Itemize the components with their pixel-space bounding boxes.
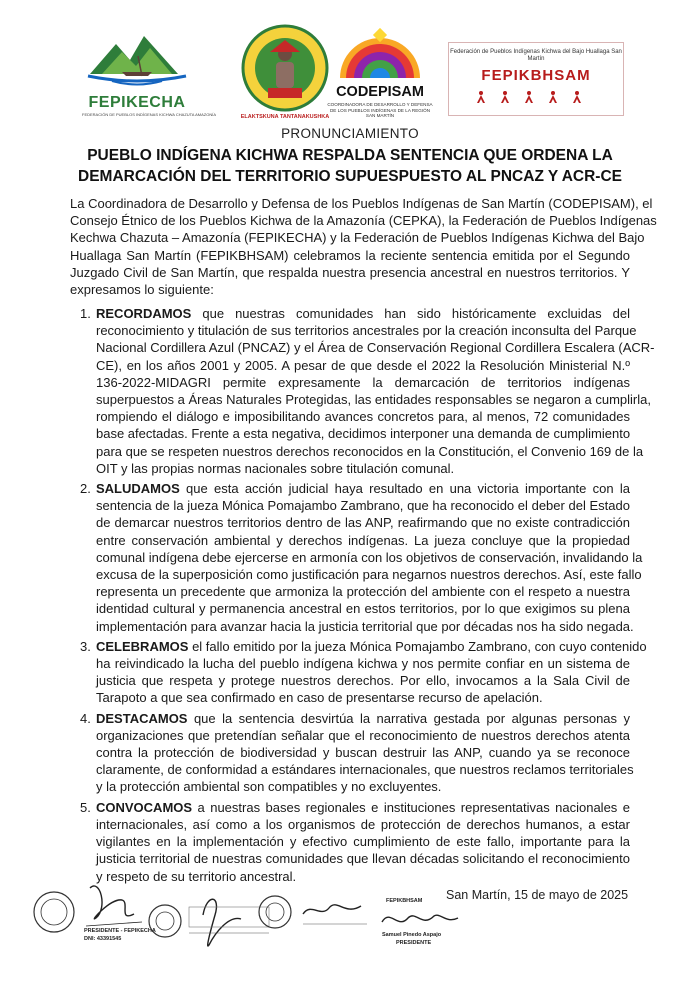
signature-codepisam [255,888,375,948]
item-line: que esta acción judicial haya resultado en una victoria importante con la [179,481,630,497]
item-line: vigilantes en la implementación y efectivo cumplimiento de este fallo, importante para la [96,834,630,850]
item-line: para que se respeten nuestros derechos reconocidos en la Constitución, el Convenio 169 de la [96,443,644,459]
item-line: base afectadas. Frente a esta negativa, decidimos interponer una demanda de cumplimiento [96,426,631,442]
item-line: identidad cultural y permanencia ancestral en estos territorios, por lo que exigimos su plena [96,601,630,617]
item-lead: CELEBRAMOS [96,638,189,654]
item-number: 4. [80,710,91,726]
signature-org: FEPIKBHSAM [386,898,423,904]
item-line: representa un precedente que armoniza la protección del ambiente con el respeto a nuestra [96,584,630,600]
list-item [70,480,643,635]
item-line: contra la protección de biodiversidad y buscan destruir las ANP, cuando ya se reconoce [96,745,630,761]
stamp-signature-icon [255,888,375,938]
signature-title: PRESIDENTE - FEPIKECHA [84,928,156,934]
signature-name: Samuel Pinedo Aspajo [382,932,442,938]
intro-line: expresamos lo siguiente: [70,282,214,298]
fepikecha-name: FEPIKECHA [88,94,186,111]
item-number: 5. [80,799,91,815]
item-number: 2. [80,481,91,497]
item-line: reconocimiento y titulación de sus territorios ancestrales por la creación inconsulta del Parque [96,323,637,339]
signature-icon [368,904,468,944]
item-line: internacionales, así como a los organismos de protección de derechos humanos, a estar [96,816,630,832]
item-line: justicia territorial de nuestras comunidades que llevan décadas solicitando el reconocimiento [96,851,630,867]
item-line: que nuestras comunidades han sido históricamente excluidas del [191,306,630,321]
fepikecha-logo [82,26,217,117]
intro-line: La Coordinadora de Desarrollo y Defensa de los Pueblos Indígenas de San Martín (CODEPISAM), el [70,196,653,211]
item-line: Nacional Cordillera Azul (PNCAZ) y el Área de Conservación Regional Cordillera Escalera (ACR- [96,340,655,356]
item-line: el fallo emitido por la jueza Mónica Pomajambo Zambrano, con cuyo contenido [188,638,647,654]
item-lead: RECORDAMOS [96,306,192,321]
intro-paragraph [70,195,657,298]
item-lead: DESTACAMOS [96,710,188,726]
title-line: PUEBLO INDÍGENA KICHWA RESPALDA SENTENCIA QUE ORDENA LA [87,147,613,164]
document-kicker: PRONUNCIAMIENTO [281,126,419,141]
item-line: OIT y las propias normas nacionales sobre titulación comunal. [96,460,455,476]
item-lead: CONVOCAMOS [96,799,193,815]
fepikbhsam-name: FEPIKBHSAM [481,67,591,84]
logo-row [70,22,630,122]
signature-id: DNI: 43391545 [84,936,122,942]
item-line: 136-2022-MIDAGRI permite expresamente la demarcación de territorios indígenas [96,374,630,390]
list-item [70,638,647,707]
item-number: 1. [80,306,91,321]
item-line: y respeto de su territorio ancestral. [96,868,297,884]
document-date: San Martín, 15 de mayo de 2025 [446,888,629,902]
cepka-logo [230,22,340,122]
item-line: organizaciones que pretendían señalar que el reconocimiento de nuestros derechos atenta [96,727,630,743]
fepikecha-subtitle: FEDERACIÓN DE PUEBLOS INDÍGENAS KICHWA CHAZUTA AMAZONÍA [82,112,217,117]
intro-line: Kechwa Chazuta – Amazonía (FEPIKECHA) y la Federación de Pueblos Indígenas Kichwa del Bajo [70,230,645,246]
item-line: comunal indígena debe ejercerse en armonía con los objetivos de conservación, invalidando la [96,549,643,565]
item-line: que la sentencia desvirtúa la narrativa gestada por algunas personas y [187,710,630,726]
cepka-seal-icon [230,22,340,114]
codepisam-name: CODEPISAM [336,84,424,100]
item-line: superpuestos a Áreas Naturales Protegidas, las entidades responsables se negaron a cumplirla, [96,392,651,408]
item-line: rompiendo el diálogo e imposibilitando avances concretos para, al menos, 72 comunidades [96,409,630,425]
list-item [70,305,655,477]
item-line: Tarapoto a que sea confirmado en caso de presentarse recurso de apelación. [96,690,543,706]
feather-crown-icon [325,26,435,84]
item-line: sentencia de la jueza Mónica Pomajambo Zambrano, que ha reconocido el deber del Estado [96,498,630,514]
list-item [70,799,630,885]
item-line: ha reivindicado la lucha del pueblo indígena kichwa y nos permite confiar en un sistema de [96,656,630,672]
item-line: y la protección ambiental son compatibles y no excluyentes. [96,779,442,795]
item-line: entre conservación ambiental y derechos indígenas. La jueza concluye que la propiedad [96,532,630,548]
intro-line: Huallaga San Martín (FEPIKBHSAM) celebramos la reciente sentencia emitida por el Segundo [70,247,630,263]
statement-list [70,305,655,888]
item-line: a nuestras bases regionales e instituciones representativas nacionales e [192,799,630,815]
signature-fepikbhsam [368,890,468,960]
mountain-canoe-icon [82,26,192,92]
item-line: de demarcar nuestros territorios dentro de las ANP, reafirmando que no existe contradicción [96,515,630,531]
codepisam-subtitle: COORDINADORA DE DESARROLLO Y DEFENSA DE LOS PUEBLOS INDÍGENAS DE LA REGIÓN SAN MARTÍN [327,102,433,118]
item-line: claramente, de conformidad a estándares internacionales, que nuestros reclamos territoriales [96,762,634,778]
signature-role: PRESIDENTE [396,940,432,946]
intro-line: Consejo Étnico de los Pueblos Kichwa de la Amazonía (CEPKA), la Federación de Pueblos Indígenas [70,213,657,229]
fepikbhsam-logo [448,42,624,116]
item-line: justicia que respeta y protege nuestros derechos. Por ello, invocamos a la Sala Civil de [96,673,630,689]
title-line: DEMARCACIÓN DEL TERRITORIO SUPUESPUESTO AL PNCAZ Y ACR-CE [78,168,622,185]
signature-fepikecha [30,878,156,958]
codepisam-logo [325,26,435,122]
item-line: excusa de la superposición como justificación para negarnos nuestros derechos. Así, este fallo [96,567,642,583]
cepka-subtitle: ELAKTSKUNA TANTANAKUSHKA [240,114,330,120]
dancers-icon [449,89,623,109]
item-line: CE), en los años 2001 y 2005. A pesar de que desde el 2022 la Resolución Ministerial N.º [96,357,630,373]
item-lead: SALUDAMOS [96,481,180,497]
list-item [70,710,634,796]
intro-line: Juzgado Civil de San Martín, que respalda nuestra presencia ancestral en nuestros territorios. Y [70,264,630,280]
document-title [60,145,640,187]
fepikbhsam-full-name: Federación de Pueblos Indígenas Kichwa del Bajo Huallaga San Martín [450,49,622,62]
item-line: implementación para avanzar hacia la justicia territorial que por décadas nos ha sido negada. [96,618,634,634]
item-number: 3. [80,638,91,654]
